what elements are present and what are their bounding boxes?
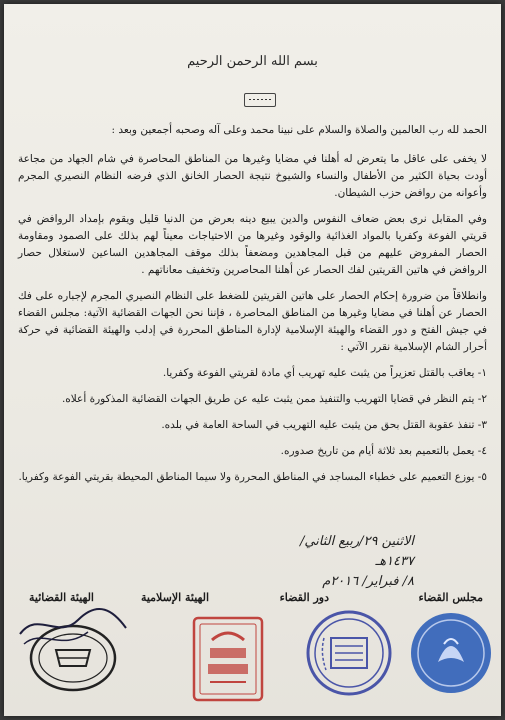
courts-stamp-icon [304,608,394,698]
council-stamp-icon [408,610,494,696]
header-emblem-icon [244,93,276,107]
document-body [18,122,487,495]
paragraph-smugglers: وفي المقابل نرى بعض ضعاف النفوس والدين يبيع دينه بعرض من الدنيا قليل ويقوم بإمداد الروافض في قريتي الفوعة وكفريا بالمواد الغذائية والوقود وغيرها من الاحتياجات معيناً لهم بذلك على الصمود ومقاومة الحصار المفروض عليهم من قبل المجاهدين ومضعفاً بذلك موقف المجاهدين الساعين لاستغلال حصار الروافض في هاتين القريتين لفك الحصار عن أهلنا المحاصرين وتخفيف معاناتهم . [18,213,487,276]
signatory-council: مجلس القضاء [418,591,483,604]
decision-item-5: ٥- يوزع التعميم على خطباء المساجد في المناطق المحررة ولا سيما المناطق المحيطة بقريتي الفوعة وكفريا. [18,471,487,483]
signatory-judicial-authority: الهيئة القضائية [29,591,94,604]
judicial-authority-stamp-icon [18,600,128,694]
date-gregorian: ٨/ فبراير/ ٢٠١٦م [322,574,414,589]
signatory-islamic-authority: الهيئة الإسلامية [140,591,209,604]
opening-line: الحمد لله رب العالمين والصلاة والسلام على نبينا محمد وعلى آله وصحبه أجمعين وبعد : [111,124,487,136]
decision-item-4: ٤- يعمل بالتعميم بعد ثلاثة أيام من تاريخ صدوره. [280,445,487,457]
paragraph-resolution-intro: وانطلاقاً من ضرورة إحكام الحصار على هاتين القريتين للضغط على النظام النصيري المجرم لإجباره على فك الحصار عن أهلنا في مضايا وغيرها من المناطق المحاصرة ، فإننا نحن الجهات القضائية الآتية: مجلس القضاء في جيش الفتح و دور القضاء والهيئة الإسلامية لإدارة المناطق المحررة في إدلب والهيئة القضائية في حركة أحرار الشام الإسلامية نقرر الآتي : [18,290,487,353]
paragraph-siege-description: لا يخفى على عاقل ما يتعرض له أهلنا في مضايا وغيرها من المناطق المحاصرة في شام الجهاد من مجاعة أودت بحياة الكثير من الأطفال والنساء والشيوخ نتيجة الحصار الخانق الذي فرضه النظام النصيري المجرم وأعوانه من روافض حزب الشيطان. [18,153,487,199]
islamic-authority-stamp-icon [188,612,268,706]
date-hijri: الاثنين ٢٩/ربيع الثاني/١٤٣٧هـ [299,534,414,569]
basmala-heading: بسم الله الرحمن الرحيم [187,54,318,69]
document-page [4,4,501,716]
handwritten-date [264,532,414,592]
decision-item-1: ١- يعاقب بالقتل تعزيراً من يثبت عليه تهريب أي مادة لقريتي الفوعة وكفريا. [162,367,487,379]
signatory-courts: دور القضاء [279,591,329,604]
decision-item-2: ٢- يتم النظر في قضايا التهريب والتنفيذ ممن يثبت عليه عن طريق الجهات القضائية المذكورة أعلاه. [61,393,487,405]
decision-list [18,365,487,486]
decision-item-3: ٣- تنفذ عقوبة القتل بحق من يثبت عليه التهريب في الساحة العامة في بلده. [161,419,487,431]
